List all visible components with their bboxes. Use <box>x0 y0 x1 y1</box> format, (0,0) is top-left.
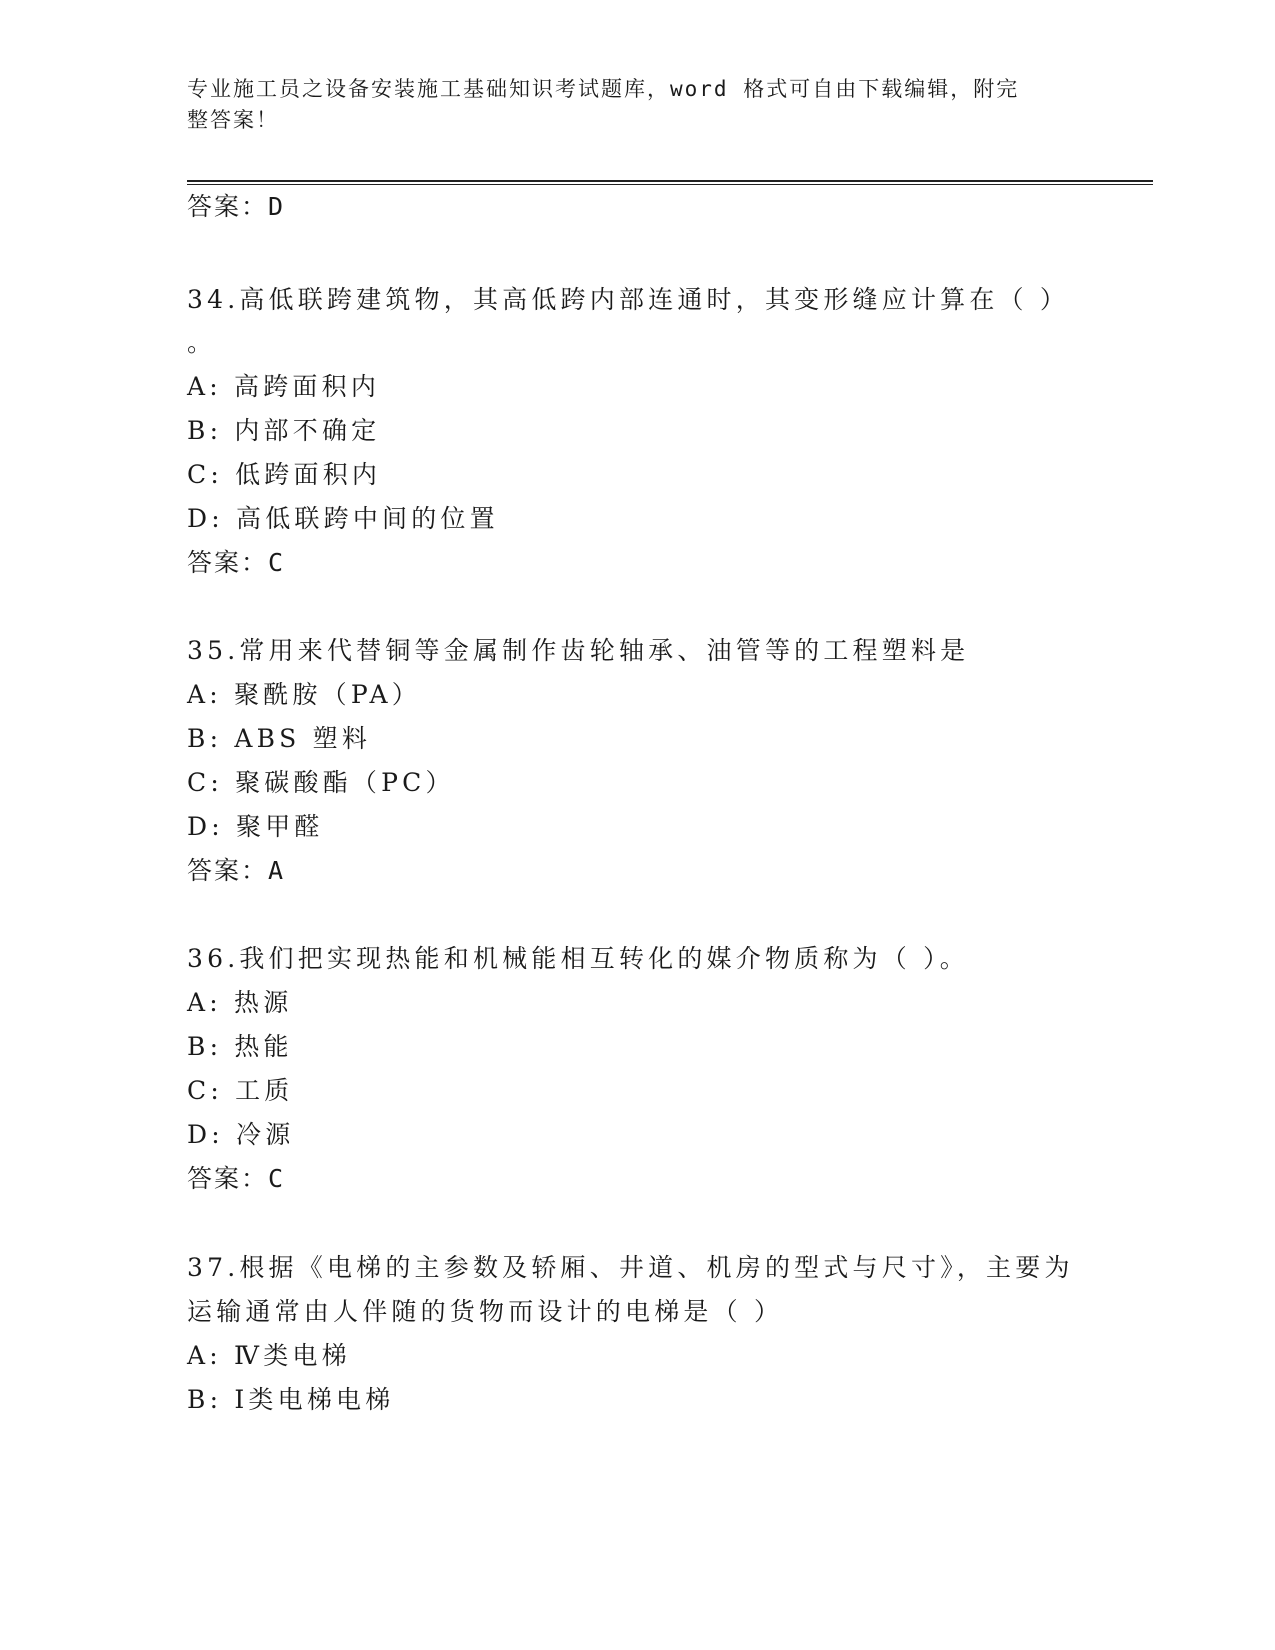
document-header <box>187 74 1067 136</box>
question-35-option-d: D: 聚甲醛 <box>187 812 324 841</box>
answer-label: 答案： <box>187 548 269 577</box>
question-36-option-a: A: 热源 <box>187 988 293 1017</box>
question-34-option-d: D: 高低联跨中间的位置 <box>187 504 499 533</box>
question-37-stem-cont: 运输通常由人伴随的货物而设计的电梯是（ ） <box>187 1297 784 1326</box>
question-35-option-a: A: 聚酰胺（PA） <box>187 680 422 709</box>
answer-value: D <box>268 192 286 221</box>
question-37-stem: 37.根据《电梯的主参数及轿厢、井道、机房的型式与尺寸》，主要为 <box>187 1253 1074 1282</box>
answer-label: 答案： <box>187 856 269 885</box>
question-35-option-c: C: 聚碳酸酯（PC） <box>187 768 455 797</box>
answer-value: C <box>268 548 286 577</box>
question-36-option-c: C: 工质 <box>187 1076 294 1105</box>
question-37-option-a: A: Ⅳ类电梯 <box>187 1341 351 1370</box>
question-35-option-b: B: ABS 塑料 <box>187 724 372 753</box>
question-36-answer <box>187 1162 1087 1196</box>
answer-label: 答案： <box>187 1164 269 1193</box>
question-37-option-b: B: Ⅰ类电梯电梯 <box>187 1385 395 1414</box>
answer-line <box>187 190 1087 224</box>
header-line-1: 专业施工员之设备安装施工基础知识考试题库，word 格式可自由下载编辑，附完 <box>187 77 1020 101</box>
question-36-option-b: B: 热能 <box>187 1032 293 1061</box>
question-34-option-a: A: 高跨面积内 <box>187 372 381 401</box>
question-35-stem: 35.常用来代替铜等金属制作齿轮轴承、油管等的工程塑料是 <box>187 636 970 665</box>
header-line-2: 整答案！ <box>187 108 279 132</box>
question-34-stem-cont: 。 <box>187 328 217 357</box>
question-36-option-d: D: 冷源 <box>187 1120 295 1149</box>
question-36-stem: 36.我们把实现热能和机械能相互转化的媒介物质称为（ ）。 <box>187 944 970 973</box>
question-34-answer <box>187 546 1087 580</box>
answer-value: A <box>268 856 286 885</box>
question-34-option-c: C: 低跨面积内 <box>187 460 382 489</box>
header-divider-thin <box>187 184 1153 185</box>
answer-value: C <box>268 1164 286 1193</box>
question-34-stem: 34.高低联跨建筑物，其高低跨内部连通时，其变形缝应计算在（ ） <box>187 285 1070 314</box>
question-35-answer <box>187 854 1087 888</box>
answer-label: 答案： <box>187 192 269 221</box>
header-divider-thick <box>187 180 1153 182</box>
question-34-option-b: B: 内部不确定 <box>187 416 381 445</box>
